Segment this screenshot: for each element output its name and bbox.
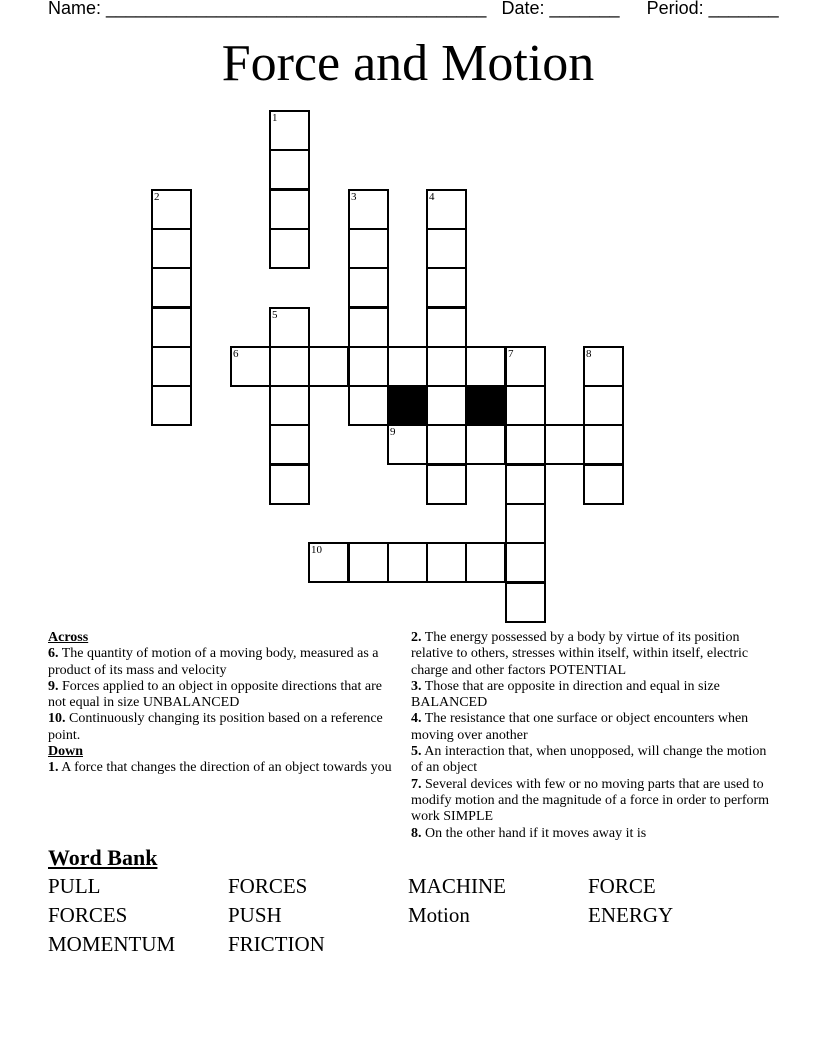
clue-number: 10 xyxy=(311,544,322,556)
down-heading: Down xyxy=(48,744,84,760)
clue-number: 7 xyxy=(508,348,514,360)
crossword-cell[interactable] xyxy=(348,267,389,308)
clue-number: 2 xyxy=(154,191,160,203)
crossword-cell[interactable] xyxy=(505,582,546,623)
clue-across-6: 6. The quantity of motion of a moving body, measured as a product of its mass and velocity xyxy=(48,646,379,678)
crossword-cell[interactable] xyxy=(230,346,271,387)
clue-down-4: 4. The resistance that one surface or object encounters when moving over another xyxy=(411,711,749,743)
clue-number: 8 xyxy=(586,348,592,360)
crossword-cell[interactable] xyxy=(269,307,310,348)
crossword-cell[interactable] xyxy=(426,189,467,230)
clue-number: 4 xyxy=(429,191,435,203)
crossword-cell[interactable] xyxy=(308,542,349,583)
crossword-cell[interactable] xyxy=(465,346,506,387)
crossword-cell[interactable] xyxy=(426,542,467,583)
crossword-cell[interactable] xyxy=(348,385,389,426)
crossword-cell[interactable] xyxy=(583,346,624,387)
clue-number: 1 xyxy=(272,112,278,124)
crossword-cell[interactable] xyxy=(348,346,389,387)
crossword-cell[interactable] xyxy=(583,385,624,426)
crossword-cell[interactable] xyxy=(348,228,389,269)
crossword-cell[interactable] xyxy=(426,424,467,465)
crossword-cell[interactable] xyxy=(583,424,624,465)
crossword-cell[interactable] xyxy=(269,385,310,426)
crossword-cell[interactable] xyxy=(348,307,389,348)
clue-down-8: 8. On the other hand if it moves away it is xyxy=(411,825,647,841)
crossword-cell[interactable] xyxy=(269,110,310,151)
crossword-cell[interactable] xyxy=(387,424,428,465)
word-bank-item: PUSH xyxy=(228,903,282,927)
word-bank xyxy=(48,873,768,957)
crossword-cell[interactable] xyxy=(387,346,428,387)
name-field[interactable]: Name: ______________________________________ xyxy=(48,0,487,18)
crossword-cell[interactable] xyxy=(505,503,546,544)
black-square xyxy=(465,385,506,426)
crossword-cell[interactable] xyxy=(465,542,506,583)
crossword-cell[interactable] xyxy=(269,464,310,505)
crossword-cell[interactable] xyxy=(505,346,546,387)
crossword-cell[interactable] xyxy=(269,228,310,269)
crossword-cell[interactable] xyxy=(426,228,467,269)
clues-left-column xyxy=(48,630,393,777)
crossword-cell[interactable] xyxy=(151,346,192,387)
crossword-cell[interactable] xyxy=(505,542,546,583)
crossword-cell[interactable] xyxy=(465,424,506,465)
crossword-cell[interactable] xyxy=(544,424,585,465)
word-bank-title: Word Bank xyxy=(48,845,158,870)
crossword-cell[interactable] xyxy=(269,189,310,230)
period-field[interactable]: Period: _______ xyxy=(646,0,779,18)
crossword-cell[interactable] xyxy=(348,542,389,583)
crossword-cell[interactable] xyxy=(387,542,428,583)
crossword-cell[interactable] xyxy=(426,385,467,426)
crossword-cell[interactable] xyxy=(151,385,192,426)
crossword-cell[interactable] xyxy=(426,267,467,308)
crossword-cell[interactable] xyxy=(426,307,467,348)
clue-down-5: 5. An interaction that, when unopposed, will change the motion of an object xyxy=(411,744,767,776)
clue-number: 9 xyxy=(390,426,396,438)
crossword-cell[interactable] xyxy=(583,464,624,505)
word-bank-item: FRICTION xyxy=(228,932,325,956)
crossword-cell[interactable] xyxy=(269,149,310,190)
across-heading: Across xyxy=(48,630,89,645)
crossword-cell[interactable] xyxy=(269,424,310,465)
word-bank-item: FORCE xyxy=(588,874,656,898)
word-bank-item: PULL xyxy=(48,874,101,898)
word-bank-item: FORCES xyxy=(228,874,308,898)
crossword-cell[interactable] xyxy=(505,464,546,505)
crossword-cell[interactable] xyxy=(269,346,310,387)
clue-down-2: 2. The energy possessed by a body by virtue of its position relative to others, stresses within itself, within itself, electric charge and other factors POTENTIAL xyxy=(411,630,749,678)
clue-number: 3 xyxy=(351,191,357,203)
word-bank-item: FORCES xyxy=(48,903,128,927)
crossword-cell[interactable] xyxy=(151,189,192,230)
clue-across-10: 10. Continuously changing its position based on a reference point. xyxy=(48,711,383,743)
crossword-cell[interactable] xyxy=(426,464,467,505)
page-title: Force and Motion xyxy=(221,35,595,92)
crossword-cell[interactable] xyxy=(308,346,349,387)
word-bank-item: ENERGY xyxy=(588,903,674,927)
word-bank-item: Motion xyxy=(408,903,470,927)
word-bank-item: MOMENTUM xyxy=(48,932,176,956)
clue-down-1: 1. A force that changes the direction of an object towards you xyxy=(48,760,392,776)
crossword-cell[interactable] xyxy=(151,228,192,269)
word-bank-item: MACHINE xyxy=(408,874,506,898)
clue-number: 6 xyxy=(233,348,239,360)
clue-down-3: 3. Those that are opposite in direction and equal in size BALANCED xyxy=(411,678,720,711)
date-field[interactable]: Date: _______ xyxy=(501,0,620,18)
crossword-cell[interactable] xyxy=(426,346,467,387)
black-square xyxy=(387,385,428,426)
crossword-cell[interactable] xyxy=(348,189,389,230)
clue-down-7: 7. Several devices with few or no moving parts that are used to modify motion and the magnitude of a force in order to perform work SIMPLE xyxy=(411,776,770,825)
crossword-cell[interactable] xyxy=(505,424,546,465)
crossword-cell[interactable] xyxy=(151,307,192,348)
clue-number: 5 xyxy=(272,309,278,321)
crossword-cell[interactable] xyxy=(151,267,192,308)
crossword-cell[interactable] xyxy=(505,385,546,426)
clue-across-9: 9. Forces applied to an object in opposite directions that are not equal in size UNBALANCED xyxy=(48,678,382,711)
clues-right-column xyxy=(411,630,771,842)
